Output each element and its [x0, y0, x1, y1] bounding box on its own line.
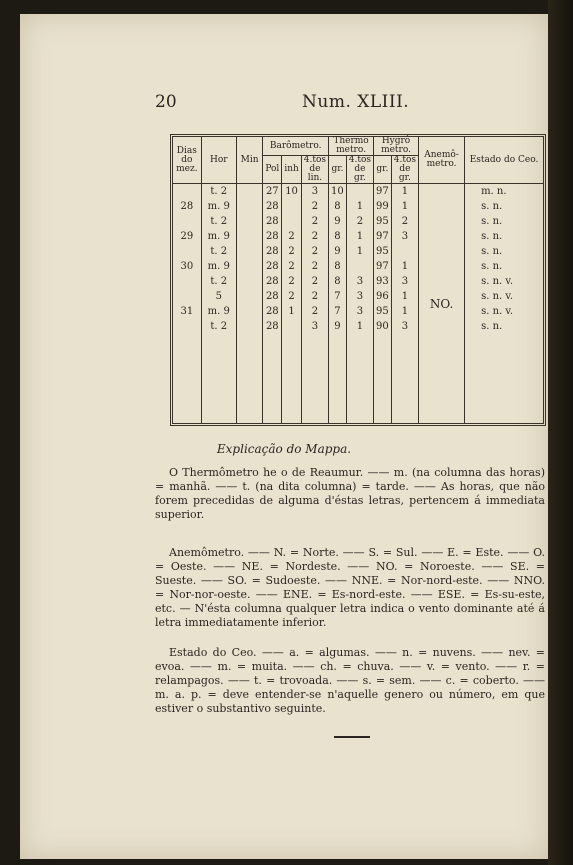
- cell-hgr: 96: [374, 289, 392, 304]
- cell-tgr: 8: [329, 259, 347, 274]
- filler-cell: [465, 334, 543, 423]
- cell-pol: 28: [263, 229, 282, 244]
- cell-sky: s. n.: [465, 214, 543, 229]
- hygrometer-header: Hygrô metro.: [374, 137, 419, 156]
- filler-cell: [263, 334, 282, 423]
- cell-tgr: 9: [329, 214, 347, 229]
- cell-inh: 1: [282, 304, 301, 319]
- anemometer-value: NO.: [419, 184, 465, 424]
- cell-hgr: 97: [374, 229, 392, 244]
- anemometer-note: Anemômetro. —— N. = Norte. —— S. = Sul. —— E. = Este. —— O. = Oeste. —— NE. = Nordeste. —— NO. = Noroeste. —— SE. = Sueste. —— SO. = Sudoeste. —— NNE. = Nor-nord-este. —— NNO. = Nor-nor-oeste. —— ENE. = Es-nord-este. —— ESE. = Es-su-este, etc. — N'ésta columna qualquer letra indica o vento dominante até á letra immediatamente inferior.: [155, 546, 545, 629]
- weather-table: [173, 137, 543, 423]
- cell-lin: 2: [301, 274, 328, 289]
- cell-hour: t. 2: [201, 274, 236, 289]
- cell-pol: 28: [263, 274, 282, 289]
- barometer-inh-header: inh: [282, 156, 301, 184]
- cell-hgr: 97: [374, 184, 392, 200]
- cell-inh: 2: [282, 229, 301, 244]
- filler-cell: [346, 334, 373, 423]
- cell-pol: 28: [263, 244, 282, 259]
- cell-tq: [346, 184, 373, 200]
- cell-hgr: 95: [374, 244, 392, 259]
- cell-lin: 2: [301, 304, 328, 319]
- weather-table-frame: [170, 134, 546, 426]
- cell-day: 30: [180, 260, 194, 272]
- cell-tgr: 7: [329, 304, 347, 319]
- cell-lin: 3: [301, 184, 328, 200]
- cell-tgr: 10: [329, 184, 347, 200]
- cell-hour: m. 9: [201, 259, 236, 274]
- barometer-pol-header: Pol: [263, 156, 282, 184]
- sky-note: Estado do Ceo. —— a. = algumas. —— n. = nuvens. —— nev. = evoa. —— m. = muita. —— ch. = chuva. —— v. = vento. —— r. = relampagos. —— t. = trovoada. —— s. = sem. —— c. = coberto. —— m. a. p. = deve entender-se n'aquelle genero ou número, em que estiver o substantivo seguinte.: [155, 646, 545, 715]
- cell-min: [236, 199, 262, 214]
- filler-cell: [329, 334, 347, 423]
- thermometer-header: Thermo metro.: [329, 137, 374, 156]
- cell-hour: t. 2: [201, 214, 236, 229]
- thermometer-quarter-header: 4.tos de gr.: [346, 156, 373, 184]
- table-row: [173, 199, 543, 214]
- barometer-lin-header: 4.tos de lin.: [301, 156, 328, 184]
- table-row: [173, 319, 543, 334]
- cell-day: [173, 319, 201, 334]
- cell-sky: s. n. v.: [465, 289, 543, 304]
- cell-tq: 1: [346, 229, 373, 244]
- cell-tq: 3: [346, 304, 373, 319]
- thermometer-note: O Thermômetro he o de Reaumur. —— m. (na columna das horas) = manhã. —— t. (na dita columna) = tarde. —— As horas, que não forem precedidas de alguma d'éstas letras, pertencem á immediata superior.: [155, 466, 545, 521]
- cell-inh: 10: [282, 184, 301, 200]
- cell-day: 29: [180, 230, 194, 242]
- table-filler-row: [173, 334, 543, 423]
- cell-min: [236, 274, 262, 289]
- cell-day: 28: [180, 200, 194, 212]
- cell-hq: 1: [391, 259, 418, 274]
- cell-hq: [391, 244, 418, 259]
- table-row: [173, 289, 543, 304]
- cell-day: [173, 214, 201, 229]
- filler-cell: [391, 334, 418, 423]
- cell-lin: 2: [301, 214, 328, 229]
- cell-hour: t. 2: [201, 184, 236, 200]
- cell-hour: 5: [201, 289, 236, 304]
- filler-cell: [374, 334, 392, 423]
- cell-tgr: 8: [329, 274, 347, 289]
- cell-lin: 2: [301, 289, 328, 304]
- cell-tgr: 8: [329, 229, 347, 244]
- cell-hq: 3: [391, 319, 418, 334]
- cell-pol: 28: [263, 304, 282, 319]
- cell-inh: [282, 214, 301, 229]
- hour-header: Hor: [201, 137, 236, 184]
- cell-min: [236, 319, 262, 334]
- cell-lin: 2: [301, 199, 328, 214]
- filler-cell: [201, 334, 236, 423]
- table-row: [173, 259, 543, 274]
- cell-hq: 1: [391, 304, 418, 319]
- cell-hq: 1: [391, 184, 418, 200]
- cell-lin: 3: [301, 319, 328, 334]
- cell-hgr: 99: [374, 199, 392, 214]
- cell-day: [173, 274, 201, 289]
- barometer-header: Barômetro.: [263, 137, 329, 156]
- table-row: [173, 304, 543, 319]
- cell-lin: 2: [301, 229, 328, 244]
- cell-sky: s. n.: [465, 229, 543, 244]
- cell-pol: 28: [263, 319, 282, 334]
- cell-hgr: 93: [374, 274, 392, 289]
- cell-tq: 1: [346, 319, 373, 334]
- end-rule: [334, 736, 370, 738]
- cell-pol: 28: [263, 259, 282, 274]
- issue-title: Num. XLIII.: [302, 92, 410, 112]
- table-row: [173, 214, 543, 229]
- cell-tq: 1: [346, 244, 373, 259]
- cell-sky: s. n. v.: [465, 274, 543, 289]
- sky-header: Estado do Ceo.: [465, 137, 543, 184]
- cell-sky: s. n.: [465, 199, 543, 214]
- cell-sky: m. n.: [465, 184, 543, 200]
- filler-cell: [301, 334, 328, 423]
- cell-hour: t. 2: [201, 244, 236, 259]
- cell-hq: 2: [391, 214, 418, 229]
- cell-min: [236, 229, 262, 244]
- filler-cell: [173, 334, 201, 423]
- cell-sky: s. n.: [465, 244, 543, 259]
- cell-lin: 2: [301, 244, 328, 259]
- cell-tgr: 9: [329, 244, 347, 259]
- cell-pol: 28: [263, 289, 282, 304]
- cell-inh: [282, 199, 301, 214]
- cell-day: [173, 289, 201, 304]
- cell-min: [236, 244, 262, 259]
- cell-tq: 2: [346, 214, 373, 229]
- cell-pol: 28: [263, 214, 282, 229]
- cell-sky: s. n.: [465, 319, 543, 334]
- cell-hgr: 95: [374, 304, 392, 319]
- cell-hgr: 90: [374, 319, 392, 334]
- cell-hq: 1: [391, 199, 418, 214]
- cell-pol: 28: [263, 199, 282, 214]
- cell-tq: 3: [346, 274, 373, 289]
- anemometer-header: Anemô- metro.: [419, 137, 465, 184]
- cell-day: [173, 184, 201, 200]
- table-row: [173, 184, 543, 200]
- cell-hour: m. 9: [201, 304, 236, 319]
- cell-pol: 27: [263, 184, 282, 200]
- minute-header: Min: [236, 137, 262, 184]
- cell-sky: s. n. v.: [465, 304, 543, 319]
- cell-min: [236, 214, 262, 229]
- cell-tq: 3: [346, 289, 373, 304]
- cell-min: [236, 259, 262, 274]
- page-edge: [548, 0, 573, 865]
- cell-hour: t. 2: [201, 319, 236, 334]
- cell-hgr: 97: [374, 259, 392, 274]
- cell-tq: 1: [346, 199, 373, 214]
- cell-inh: 2: [282, 259, 301, 274]
- cell-day: [173, 244, 201, 259]
- cell-tq: [346, 259, 373, 274]
- cell-hour: m. 9: [201, 229, 236, 244]
- cell-min: [236, 184, 262, 200]
- filler-cell: [282, 334, 301, 423]
- table-row: [173, 244, 543, 259]
- cell-hour: m. 9: [201, 199, 236, 214]
- cell-sky: s. n.: [465, 259, 543, 274]
- cell-tgr: 7: [329, 289, 347, 304]
- cell-inh: [282, 319, 301, 334]
- cell-day: 31: [180, 305, 194, 317]
- book-page: [20, 14, 548, 859]
- cell-inh: 2: [282, 274, 301, 289]
- cell-hq: 3: [391, 229, 418, 244]
- cell-lin: 2: [301, 259, 328, 274]
- cell-hgr: 95: [374, 214, 392, 229]
- filler-cell: [236, 334, 262, 423]
- cell-min: [236, 304, 262, 319]
- cell-hq: 1: [391, 289, 418, 304]
- cell-inh: 2: [282, 289, 301, 304]
- cell-inh: 2: [282, 244, 301, 259]
- cell-tgr: 9: [329, 319, 347, 334]
- hygrometer-gr-header: gr.: [374, 156, 392, 184]
- caption: Explicação do Mappa.: [216, 442, 352, 456]
- cell-min: [236, 289, 262, 304]
- table-row: [173, 229, 543, 244]
- day-header: Dias do mez.: [173, 137, 201, 184]
- cell-hq: 3: [391, 274, 418, 289]
- table-row: [173, 274, 543, 289]
- cell-tgr: 8: [329, 199, 347, 214]
- page-number: 20: [155, 92, 177, 112]
- page-header: [20, 84, 548, 114]
- hygrometer-quarter-header: 4.tos de gr.: [391, 156, 418, 184]
- thermometer-gr-header: gr.: [329, 156, 347, 184]
